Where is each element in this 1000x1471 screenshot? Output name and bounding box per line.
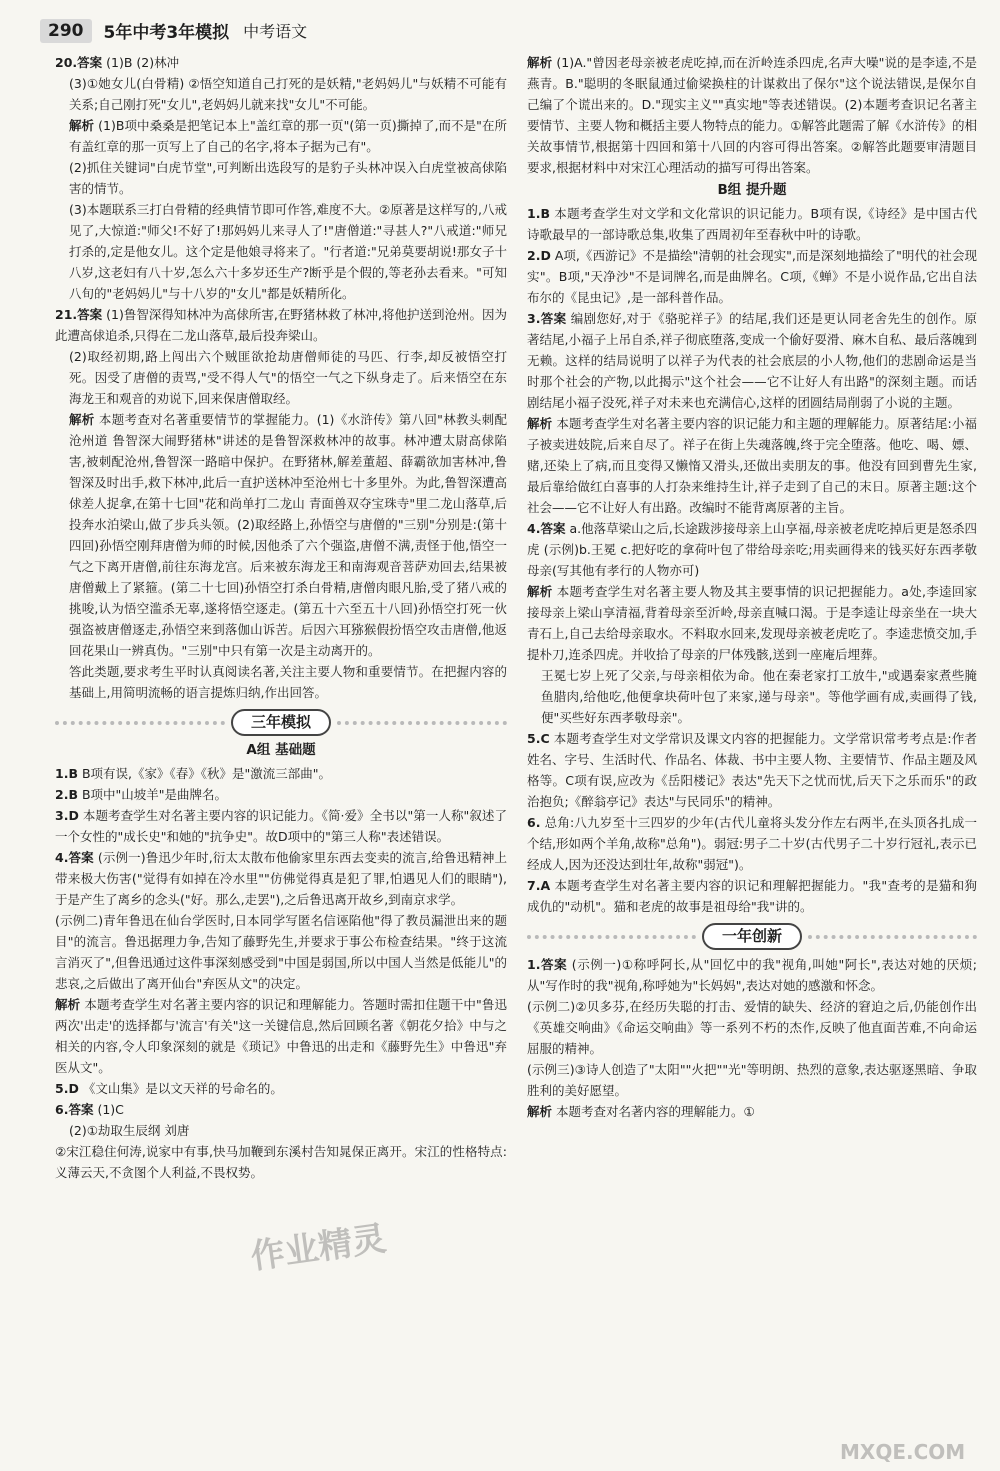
answer-paragraph xyxy=(55,52,507,73)
answer-paragraph xyxy=(55,346,507,409)
answer-label: 1.B xyxy=(527,206,550,221)
answer-paragraph xyxy=(55,1141,507,1183)
answer-text: (示例二)青年鲁迅在仙台学医时,日本同学写匿名信诬陷他"得了教员漏泄出来的题目"的流言。鲁迅据理力争,告知了藤野先生,并要求于事公布检查结果。"终于这流言消灭了",但鲁迅通过这件事深刻感受到"中国是弱国,所以中国人当然是低能儿"的悲哀,之后做出了离开仙台"弃医从文"的决定。 xyxy=(55,913,507,991)
answer-label: 解析 xyxy=(527,584,553,599)
section-banner-three-year xyxy=(55,709,507,736)
answer-paragraph xyxy=(55,1120,507,1141)
answer-label: 4.答案 xyxy=(55,850,94,865)
answer-paragraph xyxy=(55,994,507,1078)
answer-text: a.他落草梁山之后,长途跋涉接母亲上山享福,母亲被老虎吃掉后更是怒杀四虎 (示例)b.王冕 c.把好吃的拿荷叶包了带给母亲吃;用卖画得来的钱买好东西孝敬母亲(写其他有孝行的人物亦可) xyxy=(527,521,977,578)
page-header xyxy=(40,18,307,43)
answer-paragraph xyxy=(527,954,977,996)
answer-text: (3)①她女儿(白骨精) ②悟空知道自己打死的是妖精,"老妈妈儿"与妖精不可能有关系;自己刚打死"女儿",老妈妈儿就来找"女儿"不可能。 xyxy=(69,76,507,112)
answer-paragraph xyxy=(527,1059,977,1101)
answer-label: 5.D xyxy=(55,1081,79,1096)
answer-label: 3.D xyxy=(55,808,79,823)
answer-text: 本题考查学生对名著主要内容的识记能力。《简·爱》全书以"第一人称"叙述了一个女性的"成长史"和她的"抗争史"。故D项中的"第三人称"表述错误。 xyxy=(55,808,507,844)
answer-text: (1)鲁智深得知林冲为高俅所害,在野猪林救了林冲,将他护送到沧州。因为此遭高俅追杀,只得在二龙山落草,最后投奔梁山。 xyxy=(55,307,507,343)
answer-paragraph xyxy=(55,661,507,703)
answer-text: (2)取经初期,路上闯出六个贼匪欲抢劫唐僧师徒的马匹、行李,却反被悟空打死。因受了唐僧的责骂,"受不得人气"的悟空一气之下纵身走了。后来悟空在东海龙王和观音的劝说下,回来保唐僧取经。 xyxy=(69,349,507,406)
group-a-heading: A组 基础题 xyxy=(246,742,316,758)
answer-label: 4.答案 xyxy=(527,521,566,536)
book-title: 5年中考3年模拟 xyxy=(103,23,230,43)
answer-text: 本题考查学生对名著主要内容的识记能力和主题的理解能力。原著结尾:小福子被卖进妓院,后来自尽了。祥子在街上失魂落魄,终于完全堕落。他吃、喝、嫖、赌,还染上了病,而且变得又懒惰又滑头,还做出卖朋友的事。他没有回到曹先生家,最后靠给做红白喜事的人打杂来维持生计,祥子走到了自己的末日。原著主题:这个社会——它不让好人有出路。改编时不能背离原著的主旨。 xyxy=(527,416,977,515)
answer-label: 解析 xyxy=(527,416,553,431)
answer-label: 解析 xyxy=(527,55,553,70)
answer-paragraph xyxy=(527,812,977,875)
answer-text: 编剧您好,对于《骆驼祥子》的结尾,我们还是更认同老舍先生的创作。原著结尾,小福子上吊自杀,祥子彻底堕落,变成一个偷好耍滑、麻木自私、最后落魄到无赖。这样的结局说明了以祥子为代表的社会底层的小人物,他们的悲剧命运是当时那个社会的产物,以此揭示"这个社会——它不让好人有出路"的深刻主题。而话剧结尾小福子没死,祥子对未来也充满信心,这样的团圆结局削弱了小说的主题。 xyxy=(527,311,977,410)
answer-label: 1.B xyxy=(55,766,78,781)
answer-paragraph xyxy=(527,203,977,245)
watermark-logo: MXQE.COM xyxy=(840,1440,966,1464)
answer-paragraph xyxy=(55,73,507,115)
group-heading: B组 提升题 xyxy=(717,182,787,198)
answer-text: 本题考查学生对名著主要内容的识记和理解把握能力。"我"查考的是猫和狗成仇的"动机"。猫和老虎的故事是祖母给"我"讲的。 xyxy=(527,878,977,914)
watermark-text: 作业精灵 xyxy=(248,1218,389,1278)
answer-text: (3)本题联系三打白骨精的经典情节即可作答,难度不大。②原著是这样写的,八戒见了,大惊道:"师父!不好了!那妈妈儿来寻人了!"唐僧道:"寻甚人?"八戒道:"师兄打杀的,定是他女儿。这个定是他娘寻将来了。"行者道:"兄弟莫要胡说!那女子十八岁,这老妇有八十岁,怎么六十多岁还生产?断乎是个假的,等老孙去看来。"可知八旬的"老妈妈儿"与十八岁的"女儿"都是妖精所化。 xyxy=(69,202,507,301)
answer-label: 6.答案 xyxy=(55,1102,94,1117)
answer-paragraph xyxy=(55,784,507,805)
answer-paragraph xyxy=(527,728,977,812)
answer-text: B项中"山坡羊"是曲牌名。 xyxy=(81,787,228,802)
answer-text: A项,《西游记》不是描绘"清朝的社会现实",而是深刻地描绘了"明代的社会现实"。B项,"天净沙"不是词牌名,而是曲牌名。C项,《蝉》不是小说作品,它出自法布尔的《昆虫记》,是一部科普作品。 xyxy=(527,248,977,305)
answer-label: 2.D xyxy=(527,248,551,263)
page-number: 290 xyxy=(40,19,92,43)
answer-text: (示例一)鲁迅少年时,衍太太散布他偷家里东西去变卖的流言,给鲁迅精神上带来极大伤害("觉得有如掉在冷水里""仿佛觉得真是犯了罪,怕遇见人们的眼睛"),于是产生了离乡的念头("好。那么,走罢"),之后鲁迅离开故乡,到南京求学。 xyxy=(55,850,507,907)
answer-text: (1)A."曾因老母亲被老虎吃掉,而在沂岭连杀四虎,名声大噪"说的是李逵,不是燕青。B."聪明的冬眠鼠通过偷梁换柱的计谋救出了保尔"这个说法错误,是保尔自己编了个谎出来的。D."现实主义""真实地"等表述错误。(2)本题考查识记名著主要情节、主要人物和概括主要人物特点的能力。①解答此题需了解《水浒传》的相关故事情节,根据第十四回和第十八回的内容可得出答案。②解答此题要审清题目要求,根据材料中对宋江心理活动的描写可得出答案。 xyxy=(527,55,977,175)
answer-text: 王冕七岁上死了父亲,与母亲相依为命。他在秦老家打工放牛,"或遇秦家煮些腌鱼腊肉,给他吃,他便拿块荷叶包了来家,递与母亲"。等他学画有成,卖画得了钱,便"买些好东西孝敬母亲"。 xyxy=(541,668,977,725)
answer-label: 解析 xyxy=(69,118,95,133)
answer-text: (示例二)②贝多芬,在经历失聪的打击、爱情的缺失、经济的窘迫之后,仍能创作出《英雄交响曲》《命运交响曲》等一系列不朽的杰作,反映了他直面苦难,不向命运屈服的精神。 xyxy=(527,999,977,1056)
answer-text: (1)C xyxy=(97,1102,124,1117)
answer-text: 本题考查对名著内容的理解能力。① xyxy=(556,1104,755,1119)
answer-text: (1)B项中桑桑是把笔记本上"盖红章的那一页"(第一页)撕掉了,而不是"在所有盖红章的那一页写上了自己的名字,将本子据为己有"。 xyxy=(69,118,507,154)
answer-text: 本题考查学生对文学和文化常识的识记能力。B项有误,《诗经》是中国古代诗歌最早的一部诗歌总集,收集了西周初年至春秋中叶的诗歌。 xyxy=(527,206,977,242)
answer-label: 5.C xyxy=(527,731,550,746)
answer-text: 本题考查学生对文学常识及课文内容的把握能力。文学常识常考考点是:作者姓名、字号、生活时代、作品名、体裁、书中主要人物、主要情节、作品主题及风格等。C项有误,应改为《岳阳楼记》表达"先天下之忧而忧,后天下之乐而乐"的政治抱负;《醉翁亭记》表达"与民同乐"的精神。 xyxy=(527,731,978,809)
answer-text: ②宋江稳住何涛,说家中有事,快马加鞭到东溪村告知晁保正离开。宋江的性格特点:义薄云天,不贪图个人利益,不畏权势。 xyxy=(55,1144,507,1180)
banner-label: 三年模拟 xyxy=(231,709,331,736)
answer-label: 解析 xyxy=(527,1104,553,1119)
answer-paragraph xyxy=(55,1099,507,1120)
answer-paragraph xyxy=(55,910,507,994)
answer-text: 本题考查对名著重要情节的掌握能力。(1)《水浒传》第八回"林教头刺配沧州道 鲁智深大闹野猪林"讲述的是鲁智深救林冲的故事。林冲遭太尉高俅陷害,被刺配沧州,鲁智深一路暗中保护。在野猪林,解差董超、薛霸欲加害林冲,鲁智深及时出手,救下林冲,此后一直护送林冲至沧州七十多里外。为此,鲁智深遭高俅差人捉拿,在第十七回"花和尚单打二龙山 青面兽双夺宝珠寺"里二龙山落草,后投奔水泊梁山,做了步兵头领。(2)取经路上,孙悟空与唐僧的"三别"分别是:(第十四回)孙悟空刚拜唐僧为师的时候,因他杀了六个强盗,唐僧不满,责怪于他,悟空一气之下离开唐僧,前往东海龙宫。后来被东海龙王和南海观音菩萨劝回去,结果被唐僧戴上了紧箍。(第二十七回)孙悟空打杀白骨精,唐僧肉眼凡胎,受了猪八戒的挑唆,认为悟空滥杀无辜,遂将悟空逐走。(第五十六至五十八回)孙悟空打死一伙强盗被唐僧逐走,孙悟空来到落伽山诉苦。后因六耳猕猴假扮悟空攻击唐僧,他返回花果山一辨真伪。"三别"中只有第一次是主动离开的。 xyxy=(69,412,507,658)
answer-text: (2)①劫取生辰纲 刘唐 xyxy=(69,1123,190,1138)
answer-paragraph xyxy=(527,245,977,308)
answer-text: 本题考查学生对名著主要内容的识记和理解能力。答题时需扣住题干中"鲁迅两次'出走'的选择都与'流言'有关"这一关键信息,然后回顾名著《朝花夕拾》中与之相关的内容,令人印象深刻的就是《琐记》中鲁迅的出走和《藤野先生》中鲁迅"弃医从文"。 xyxy=(55,997,507,1075)
answer-label: 21.答案 xyxy=(55,307,103,322)
answer-paragraph xyxy=(55,763,507,784)
answer-paragraph xyxy=(55,847,507,910)
answer-paragraph xyxy=(527,413,977,518)
answer-text: B项有误,《家》《春》《秋》是"激流三部曲"。 xyxy=(81,766,332,781)
answer-label: 1.答案 xyxy=(527,957,568,972)
answer-text: (示例一)①称呼阿长,从"回忆中的我"视角,叫她"阿长",表达对她的厌烦;从"写作时的我"视角,称呼她为"长妈妈",表达对她的感激和怀念。 xyxy=(527,957,978,993)
answer-paragraph xyxy=(55,805,507,847)
answer-label: 解析 xyxy=(69,412,95,427)
answer-text: 答此类题,要求考生平时认真阅读名著,关注主要人物和重要情节。在把握内容的基础上,用简明流畅的语言提炼归纳,作出回答。 xyxy=(69,664,507,700)
answer-text: 本题考查学生对名著主要人物及其主要事情的识记把握能力。a处,李逵回家接母亲上梁山享清福,背着母亲至沂岭,母亲直喊口渴。于是李逵让母亲坐在一块大青石上,自己去给母亲取水。不料取水回来,发现母亲被老虎吃了。李逵悲愤交加,手提朴刀,连杀四虎。并收拾了母亲的尸体残骸,送到一座庵后埋葬。 xyxy=(527,584,977,662)
answer-paragraph xyxy=(55,1078,507,1099)
answer-label: 解析 xyxy=(55,997,81,1012)
answer-paragraph xyxy=(527,308,977,413)
answer-paragraph xyxy=(55,115,507,157)
answer-paragraph xyxy=(527,1101,977,1122)
subject-label: 中考语文 xyxy=(243,22,308,41)
answer-label: 3.答案 xyxy=(527,311,567,326)
answer-paragraph xyxy=(527,52,977,178)
answer-label: 7.A xyxy=(527,878,551,893)
answer-text: (1)B (2)林冲 xyxy=(106,55,180,70)
left-column xyxy=(55,52,507,1183)
answer-paragraph xyxy=(527,518,977,581)
answer-text: 总角:八九岁至十三四岁的少年(古代儿童将头发分作左右两半,在头顶各扎成一个结,形如两个羊角,故称"总角")。弱冠:男子二十岁(古代男子二十岁行冠礼,表示已经成人,因为还没达到壮年,故称"弱冠")。 xyxy=(527,815,977,872)
banner-label: 一年创新 xyxy=(702,923,802,950)
answer-label: 6. xyxy=(527,815,541,830)
answer-label: 20.答案 xyxy=(55,55,103,70)
answer-paragraph xyxy=(527,581,977,665)
answer-text: (2)抓住关键词"白虎节堂",可判断出选段写的是豹子头林冲误入白虎堂被高俅陷害的情节。 xyxy=(69,160,507,196)
answer-text: 《文山集》是以文天祥的号命名的。 xyxy=(82,1081,283,1096)
section-banner-one-year xyxy=(527,923,977,950)
answer-paragraph xyxy=(55,409,507,661)
answer-paragraph xyxy=(527,996,977,1059)
answer-paragraph xyxy=(55,199,507,304)
answer-paragraph xyxy=(55,157,507,199)
answer-label: 2.B xyxy=(55,787,78,802)
answer-paragraph xyxy=(55,304,507,346)
answer-paragraph xyxy=(527,875,977,917)
right-column xyxy=(527,52,977,1122)
answer-paragraph xyxy=(527,665,977,728)
answer-text: (示例三)③诗人创造了"太阳""火把""光"等明朗、热烈的意象,表达驱逐黑暗、争取胜利的美好愿望。 xyxy=(527,1062,977,1098)
